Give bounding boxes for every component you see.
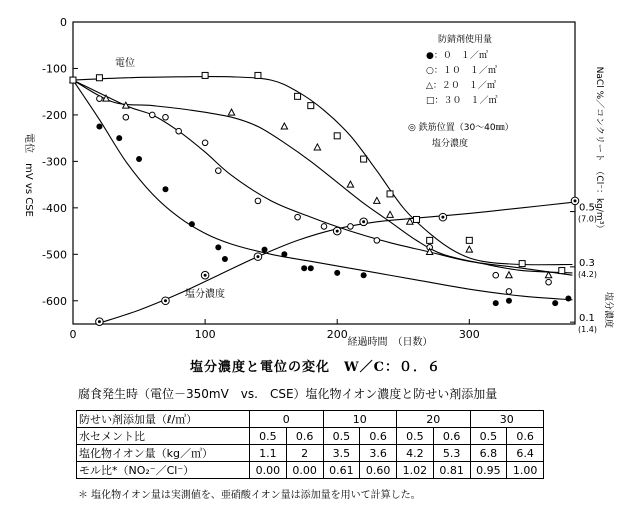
right-tick-label: 0.5 [579, 202, 595, 214]
data-point-square [255, 72, 261, 78]
table-cell: 0.5 [397, 428, 434, 445]
x-tick-label: 0 [69, 328, 77, 341]
data-point-square [413, 216, 419, 222]
table-cell: 3.5 [323, 445, 360, 462]
data-point-open-circle [506, 289, 512, 295]
x-tick-label: 100 [194, 328, 216, 341]
data-point-triangle [347, 181, 353, 187]
data-point-open-circle [97, 96, 103, 102]
y-tick-label: -100 [42, 62, 67, 76]
right-axis-label: NaCl %／コンクリート （Cl⁻：kg/m³） [594, 66, 604, 234]
table-cell: 0.6 [360, 428, 397, 445]
data-point-square [295, 93, 301, 99]
y-tick-label: 0 [60, 16, 67, 29]
table-cell: 4.2 [397, 445, 434, 462]
right-tick-label-cl: (4.2) [578, 269, 597, 279]
footnote: ＊ 塩化物イオン量は実測値を、亜硝酸イオン量は添加量を用いて計算した。 [78, 490, 421, 501]
table-cell: 6.8 [470, 445, 507, 462]
y-tick-label: -300 [42, 155, 67, 169]
y-tick-label: -400 [42, 201, 67, 215]
data-point-filled-circle [334, 270, 340, 276]
data-point-double-circle-center [362, 220, 365, 223]
data-point-filled-circle [215, 244, 221, 250]
table-cell: 1.00 [507, 462, 544, 479]
data-point-filled-circle [506, 298, 512, 304]
right-tick-label-cl: (1.4) [578, 325, 597, 335]
data-point-open-circle [123, 114, 129, 120]
data-point-triangle [466, 246, 472, 252]
table-cell: 3.6 [360, 445, 397, 462]
data-point-filled-circle [552, 300, 558, 306]
data-point-filled-circle [361, 272, 367, 278]
series-curve-4 [99, 202, 572, 323]
data-point-square [466, 237, 472, 243]
data-point-open-circle [374, 238, 380, 244]
data-point-square [387, 191, 393, 197]
legend-rebar: ◎ 鉄筋位置（30〜40㎜） [408, 123, 514, 133]
data-point-open-circle [295, 214, 301, 220]
legend-entry: □：３０ １／㎥ [426, 96, 498, 106]
table-cell: 0.81 [433, 462, 470, 479]
table-cell: 5.3 [433, 445, 470, 462]
data-point-filled-circle [281, 251, 287, 257]
data-point-double-circle-center [164, 299, 167, 302]
table-cell: 0.60 [360, 462, 397, 479]
data-point-square [96, 75, 102, 81]
data-point-square [519, 261, 525, 267]
data-point-filled-circle [162, 186, 168, 192]
data-point-filled-circle [308, 265, 314, 271]
data-point-open-circle [255, 198, 261, 204]
data-point-open-circle [546, 279, 552, 285]
data-point-filled-circle [189, 221, 195, 227]
y-tick-label: -600 [42, 294, 67, 308]
row-label: 水セメント比 [77, 428, 250, 445]
data-point-triangle [374, 197, 380, 203]
row-label: モル比*（NO₂⁻／Cl⁻） [77, 462, 250, 479]
legend-entry: ○：１０ １／㎥ [426, 66, 497, 76]
table-cell: 0.6 [433, 428, 470, 445]
data-point-double-circle-center [441, 216, 444, 219]
legend-salt: 塩分濃度 [432, 139, 469, 149]
table-header-group: 30 [470, 411, 544, 428]
data-table [76, 410, 544, 479]
data-point-filled-circle [222, 256, 228, 262]
table-cell: 0.95 [470, 462, 507, 479]
right-tick-label: 0.1 [579, 313, 595, 325]
data-point-square [361, 156, 367, 162]
plot-frame [73, 22, 575, 324]
table-header-group: 20 [397, 411, 471, 428]
table-header-group: 0 [250, 411, 324, 428]
data-point-square [202, 72, 208, 78]
data-point-open-circle [493, 272, 499, 278]
right-tick-label-cl: (7.0) [578, 214, 597, 224]
data-point-filled-circle [565, 295, 571, 301]
table-cell: 0.00 [286, 462, 323, 479]
data-point-double-circle-center [204, 274, 207, 277]
table-title: 腐食発生時（電位－350mV vs. CSE）塩化物イオン濃度と防せい剤添加量 [78, 387, 498, 401]
legend-title: 防錆剤使用量 [438, 35, 493, 45]
table-header-label: 防せい剤添加量（ℓ/㎥） [77, 411, 250, 428]
table-cell: 6.4 [507, 445, 544, 462]
table-cell: 1.02 [397, 462, 434, 479]
table-cell: 0.6 [286, 428, 323, 445]
y-tick-label: -200 [42, 108, 67, 122]
legend-entry: ●：０ １／㎥ [426, 51, 488, 61]
right-tick-label: 0.3 [579, 257, 595, 269]
data-point-filled-circle [116, 135, 122, 141]
data-point-open-circle [163, 114, 169, 120]
data-point-open-circle [216, 168, 222, 174]
data-point-square [559, 268, 565, 274]
data-point-triangle [228, 109, 234, 115]
table-cell: 0.5 [470, 428, 507, 445]
data-point-triangle [506, 272, 512, 278]
data-point-double-circle-center [574, 199, 577, 202]
table-row [77, 445, 544, 462]
data-point-filled-circle [262, 247, 268, 253]
legend-entry: △：２０ １／㎥ [426, 81, 496, 91]
data-point-triangle [387, 211, 393, 217]
x-tick-label: 300 [458, 328, 480, 341]
data-point-open-circle [202, 140, 208, 146]
table-cell: 2 [286, 445, 323, 462]
data-point-square [427, 237, 433, 243]
data-point-filled-circle [301, 265, 307, 271]
table-row [77, 428, 544, 445]
right-axis-title: 塩分濃度 [603, 291, 613, 329]
data-point-double-circle-center [256, 255, 259, 258]
data-point-square [308, 103, 314, 109]
chart-caption: 塩分濃度と電位の変化 W／C：０．６ [190, 360, 441, 375]
data-point-filled-circle [96, 124, 102, 130]
y-tick-label: -500 [42, 248, 67, 262]
table-row [77, 462, 544, 479]
table-cell: 0.6 [507, 428, 544, 445]
data-point-square [70, 77, 76, 83]
annotation-potential: 電位 [115, 58, 135, 69]
table-cell: 0.61 [323, 462, 360, 479]
annotation-salt: 塩分濃度 [185, 289, 225, 300]
table-cell: 0.00 [250, 462, 287, 479]
x-tick-label: 200 [326, 328, 348, 341]
table-header-group: 10 [323, 411, 397, 428]
y-axis-label: 電位 mV vs CSE [23, 133, 34, 217]
data-point-double-circle-center [98, 320, 101, 323]
data-point-open-circle [321, 224, 327, 230]
data-point-filled-circle [136, 156, 142, 162]
data-point-triangle [281, 123, 287, 129]
data-point-open-circle [149, 112, 155, 118]
data-point-open-circle [348, 224, 354, 230]
table-header-row [77, 411, 544, 428]
data-point-double-circle-center [336, 230, 339, 233]
row-label: 塩化物イオン量（kg／㎥） [77, 445, 250, 462]
data-point-triangle [314, 144, 320, 150]
table-cell: 0.5 [250, 428, 287, 445]
data-point-open-circle [176, 128, 182, 134]
data-point-filled-circle [493, 300, 499, 306]
table-cell: 1.1 [250, 445, 287, 462]
data-point-square [334, 133, 340, 139]
x-axis-label: 経過時間 （日数） [347, 337, 433, 348]
table-cell: 0.5 [323, 428, 360, 445]
